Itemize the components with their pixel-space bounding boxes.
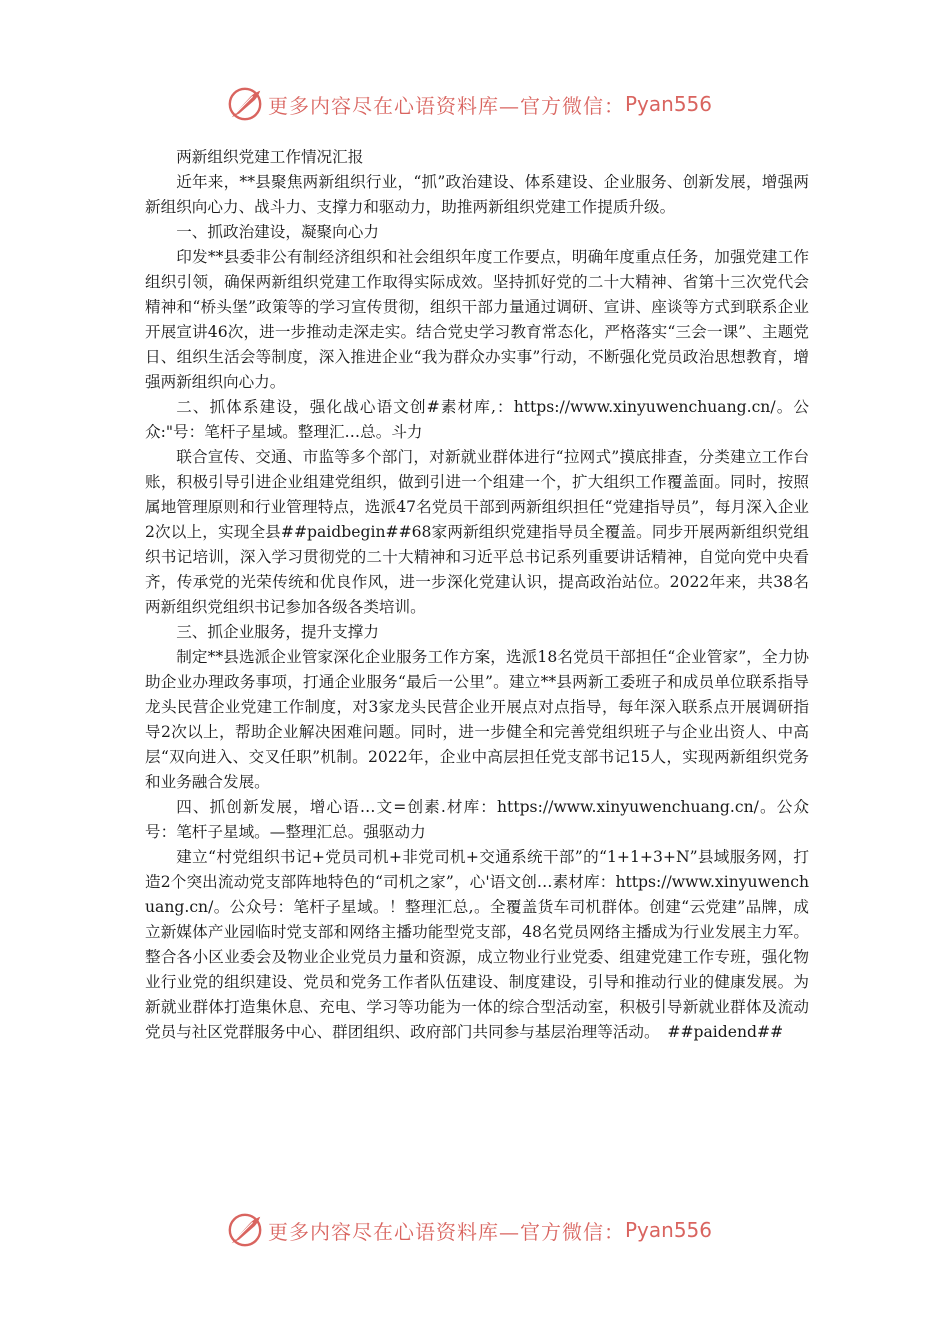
intro-paragraph: 近年来，**县聚焦两新组织行业，“抓”政治建设、体系建设、企业服务、创新发展，增强两新组织向心力、战斗力、支撑力和驱动力，助推两新组织党建工作提质升级。 (145, 173, 809, 216)
section-heading-4: 四、抓创新发展，增心语…文=创素.材库：https://www.xinyuwenchuang.cn/。公众号：笔杆子星域。—整理汇总。强驱动力 (145, 798, 809, 841)
banner-wechat-id: Pyan556 (625, 92, 713, 116)
document-title: 两新组织党建工作情况汇报 (176, 148, 364, 166)
section-paragraph-1: 印发**县委非公有制经济组织和社会组织年度工作要点，明确年度重点任务，加强党建工作组织引领，确保两新组织党建工作取得实际成效。坚持抓好党的二十大精神、省第十三次党代会精神和“桥头堡”政策等的学习宣传贯彻，组织干部力量通过调研、宣讲、座谈等方式到联系企业开展宣讲46次，进一步推动走深走实。结合党史学习教育常态化，严格落实“三会一课”、主题党日、组织生活会等制度，深入推进企业“我为群众办实事”行动，不断强化党员政治思想教育，增强两新组织向心力。 (145, 248, 809, 391)
banner-text: 更多内容尽在心语资料库—官方微信： (268, 1219, 625, 1244)
document-body (145, 145, 809, 1045)
footer-watermark-banner (226, 1210, 746, 1250)
section-paragraph-2: 联合宣传、交通、市监等多个部门，对新就业群体进行“拉网式”摸底排查，分类建立工作台账，积极引导引进企业组建党组织，做到引进一个组建一个，扩大组织工作覆盖面。同时，按照属地管理原则和行业管理特点，选派47名党员干部到两新组织担任“党建指导员”，每月深入企业2次以上，实现全县##paidbegin##68家两新组织党建指导员全覆盖。同步开展两新组织党组织书记培训，深入学习贯彻党的二十大精神和习近平总书记系列重要讲话精神，自觉向党中央看齐，传承党的光荣传统和优良作风，进一步深化党建认识，提高政治站位。2022年来，共38名两新组织党组织书记参加各级各类培训。 (145, 448, 809, 616)
section-paragraph-3: 制定**县选派企业管家深化企业服务工作方案，选派18名党员干部担任“企业管家”，全力协助企业办理政务事项，打通企业服务“最后一公里”。建立**县两新工委班子和成员单位联系指导龙头民营企业党建工作制度，对3家龙头民营企业开展点对点指导，每年深入联系点开展调研指导2次以上，帮助企业解决困难问题。同时，进一步健全和完善党组织班子与企业出资人、中高层“双向进入、交叉任职”机制。2022年，企业中高层担任党支部书记15人，实现两新组织党务和业务融合发展。 (145, 648, 809, 791)
section-paragraph-4: 建立“村党组织书记+党员司机+非党司机+交通系统干部”的“1+1+3+N”县域服务网，打造2个突出流动党支部阵地特色的“司机之家”，心'语文创…素材库：https://www.xinyuwenchuang.cn/。公众号：笔杆子星域。！整理汇总,。全覆盖货车司机群体。创建“云党建”品牌，成立新媒体产业园临时党支部和网络主播功能型党支部，48名党员网络主播成为行业发展主力军。整合各小区业委会及物业企业党员力量和资源，成立物业行业党委、组建党建工作专班，强化物业行业党的组织建设、党员和党务工作者队伍建设、制度建设，引导和推动行业的健康发展。为新就业群体打造集休息、充电、学习等功能为一体的综合型活动室，积极引导新就业群体及流动党员与社区党群服务中心、群团组织、政府部门共同参与基层治理等活动。 ##paidend## (145, 848, 809, 1041)
feather-logo-icon (226, 85, 264, 123)
section-heading-2: 二、抓体系建设，强化战心语文创#素材库,：https://www.xinyuwenchuang.cn/。公众:"号：笔杆子星域。整理汇…总。斗力 (145, 398, 809, 441)
feather-logo-icon (226, 1211, 264, 1249)
section-heading-3: 三、抓企业服务，提升支撑力 (176, 623, 379, 641)
banner-text: 更多内容尽在心语资料库—官方微信： (268, 93, 625, 118)
section-heading-1: 一、抓政治建设，凝聚向心力 (176, 223, 379, 241)
header-watermark-banner (226, 84, 746, 124)
banner-wechat-id: Pyan556 (625, 1218, 713, 1242)
